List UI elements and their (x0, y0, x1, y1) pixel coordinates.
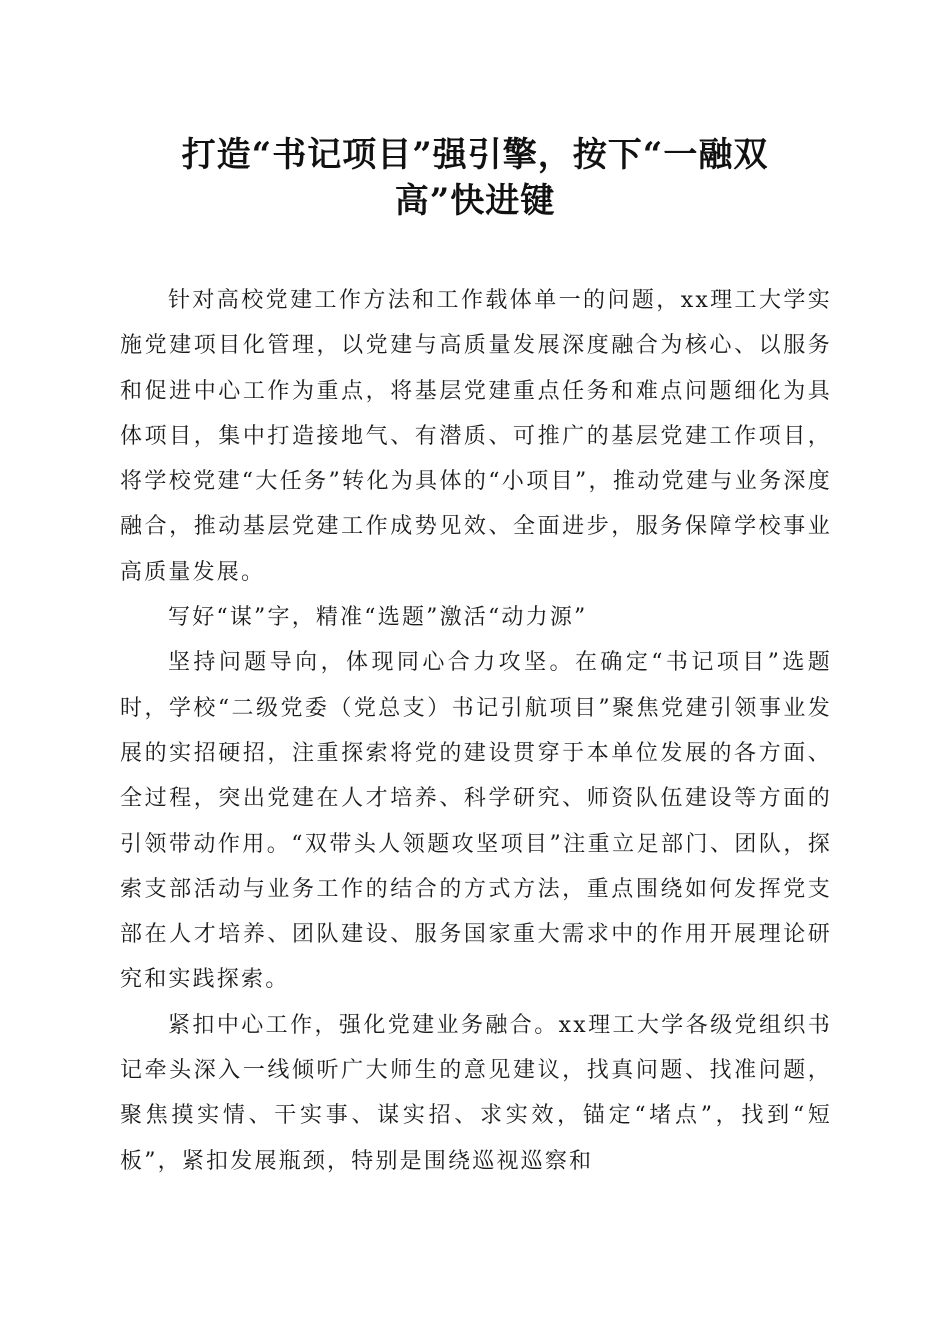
title-line-2: 高”快进键 (394, 181, 556, 221)
paragraph-problem-oriented: 坚持问题导向，体现同心合力攻坚。在确定“书记项目”选题时，学校“二级党委（党总支）书记引航项目”聚焦党建引领事业发展的实招硬招，注重探索将党的建设贯穿于本单位发展的各方面、全过程，突出党建在人才培养、科学研究、师资队伍建设等方面的引领带动作用。“双带头人领题攻坚项目”注重立足部门、团队，探索支部活动与业务工作的结合的方式方法，重点围绕如何发挥党支部在人才培养、团队建设、服务国家重大需求中的作用开展理论研究和实践探索。 (120, 650, 832, 993)
section-heading: 写好“谋”字，精准“选题”激活“动力源” (168, 605, 588, 631)
paragraph-central-work: 紧扣中心工作，强化党建业务融合。xx理工大学各级党组织书记牵头深入一线倾听广大师生的意见建议，找真问题、找准问题，聚焦摸实情、干实事、谋实招、求实效，锚定“堵点”，找到“短板”，紧扣发展瓶颈，特别是围绕巡视巡察和 (120, 1012, 832, 1174)
title-line-1: 打造“书记项目”强引擎，按下“一融双 (181, 135, 769, 175)
document-title (120, 132, 830, 224)
paragraph-intro: 针对高校党建工作方法和工作载体单一的问题，xx理工大学实施党建项目化管理，以党建与高质量发展深度融合为核心、以服务和促进中心工作为重点，将基层党建重点任务和难点问题细化为具体项目，集中打造接地气、有潜质、可推广的基层党建工作项目，将学校党建“大任务”转化为具体的“小项目”，推动党建与业务深度融合，推动基层党建工作成势见效、全面进步，服务保障学校事业高质量发展。 (120, 288, 832, 585)
document-body (120, 278, 832, 1184)
